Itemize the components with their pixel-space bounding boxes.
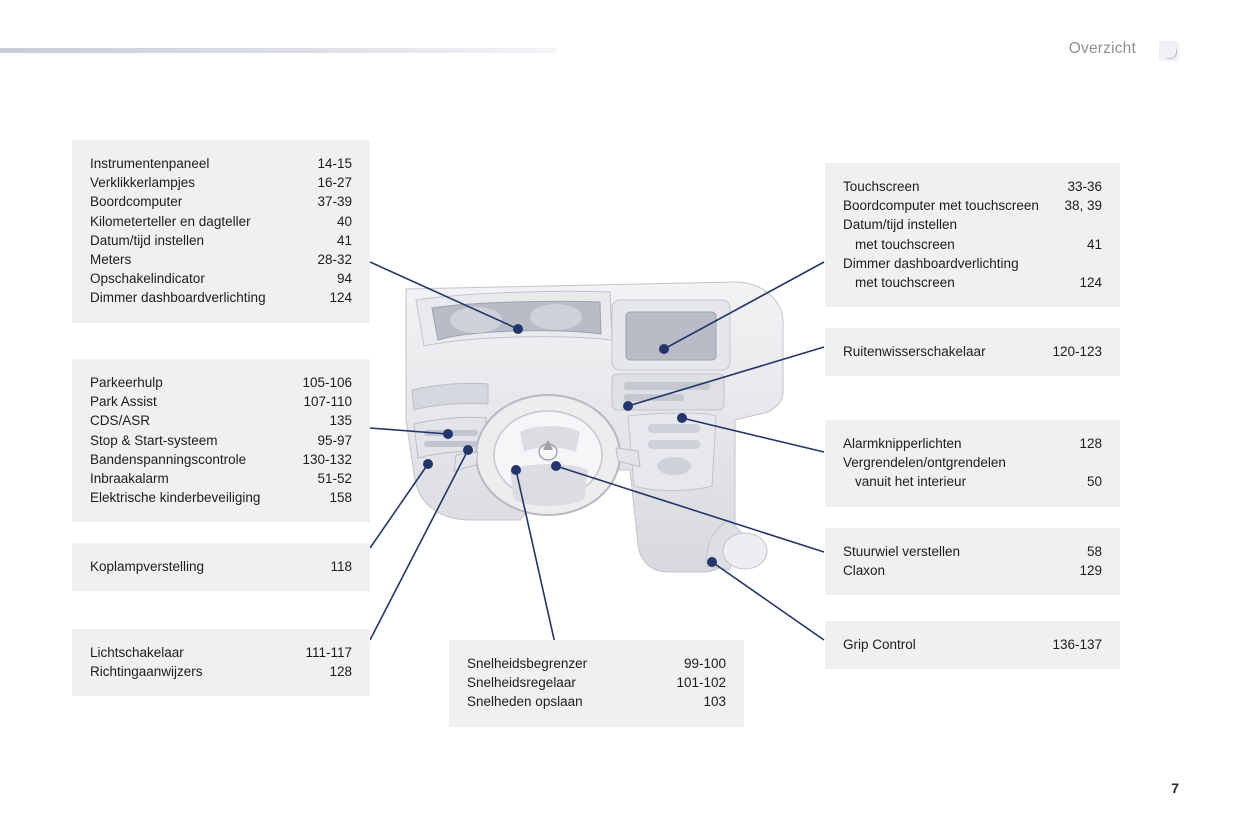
- entry-page: 41: [336, 232, 352, 248]
- list-item: [843, 215, 1102, 234]
- steering-wheel-box[interactable]: [825, 528, 1120, 595]
- headlamp-adjustment-box[interactable]: [72, 543, 370, 591]
- entry-label: met touchscreen: [855, 275, 955, 291]
- list-item: [90, 392, 352, 411]
- entry-page: 41: [1086, 236, 1102, 252]
- entry-label: Vergrendelen/ontgrendelen: [843, 455, 1006, 471]
- entry-page: 105-106: [302, 375, 352, 390]
- entry-label: vanuit het interieur: [855, 474, 967, 490]
- list-item: [843, 273, 1102, 292]
- list-item: [843, 342, 1102, 361]
- entry-page: 16-27: [317, 175, 352, 191]
- list-item: [467, 673, 726, 692]
- hazard-lights-box[interactable]: [825, 420, 1120, 507]
- entry-label: Kilometerteller en dagteller: [90, 213, 251, 229]
- entry-page: 95-97: [317, 432, 352, 448]
- list-item: [90, 373, 352, 392]
- entry-page: 51-52: [317, 471, 352, 487]
- entry-page: 118: [330, 559, 352, 574]
- list-item: [843, 177, 1102, 196]
- grip-control-box[interactable]: [825, 621, 1120, 669]
- entry-label: Dimmer dashboardverlichting: [90, 290, 266, 306]
- list-item: [843, 254, 1102, 273]
- entry-page: 58: [1086, 544, 1102, 559]
- entry-label: Grip Control: [843, 637, 916, 652]
- entry-label: Snelheidsregelaar: [467, 675, 576, 691]
- entry-page: 33-36: [1067, 179, 1102, 194]
- list-item: [90, 173, 352, 192]
- entry-page: 38, 39: [1064, 198, 1102, 214]
- list-item: [90, 192, 352, 211]
- entry-page: 99-100: [683, 656, 726, 671]
- entry-page: 124: [329, 290, 352, 306]
- wiper-switch-box[interactable]: [825, 328, 1120, 376]
- entry-label: Bandenspanningscontrole: [90, 451, 247, 467]
- entry-page: 94: [336, 271, 352, 287]
- list-item: [843, 542, 1102, 561]
- speed-limiter-box[interactable]: [449, 640, 744, 727]
- list-item: [90, 411, 352, 430]
- entry-label: Datum/tijd instellen: [843, 217, 958, 233]
- driver-assistance-box[interactable]: [72, 359, 370, 522]
- list-item: [90, 269, 352, 288]
- list-item: [843, 434, 1102, 453]
- list-item: [467, 692, 726, 711]
- list-item: [90, 431, 352, 450]
- entry-page: 111-117: [305, 645, 352, 660]
- page-number: 7: [1171, 780, 1179, 796]
- entry-page: 136-137: [1052, 637, 1102, 652]
- entry-page: 129: [1079, 563, 1102, 579]
- list-item: [90, 250, 352, 269]
- list-item: [90, 450, 352, 469]
- entry-label: Opschakelindicator: [90, 271, 205, 287]
- entry-page: 120-123: [1052, 344, 1102, 359]
- list-item: [90, 488, 352, 507]
- entry-page: 50: [1086, 474, 1102, 490]
- entry-page: 103: [703, 694, 726, 710]
- entry-label: Parkeerhulp: [90, 375, 163, 390]
- entry-page: 135: [329, 413, 352, 429]
- touchscreen-box[interactable]: [825, 163, 1120, 307]
- list-item: [90, 212, 352, 231]
- page-title: Overzicht: [1068, 40, 1136, 57]
- entry-label: Meters: [90, 252, 132, 268]
- list-item: [843, 561, 1102, 580]
- list-item: [90, 643, 352, 662]
- entry-label: met touchscreen: [855, 236, 955, 252]
- entry-page: 101-102: [676, 675, 726, 691]
- entry-label: Snelheidsbegrenzer: [467, 656, 588, 671]
- list-item: [843, 235, 1102, 254]
- list-item: [843, 472, 1102, 491]
- entry-label: Dimmer dashboardverlichting: [843, 255, 1019, 271]
- entry-page: 124: [1079, 275, 1102, 291]
- entry-label: CDS/ASR: [90, 413, 151, 429]
- list-item: [90, 288, 352, 307]
- page-corner-icon: [1159, 41, 1179, 61]
- entry-label: Verklikkerlampjes: [90, 175, 196, 191]
- entry-page: 128: [1079, 436, 1102, 451]
- entry-label: Boordcomputer met touchscreen: [843, 198, 1039, 214]
- list-item: [843, 196, 1102, 215]
- entry-page: 158: [329, 490, 352, 506]
- entry-page: 40: [336, 213, 352, 229]
- entry-label: Koplampverstelling: [90, 559, 205, 574]
- entry-label: Snelheden opslaan: [467, 694, 583, 710]
- list-item: [843, 453, 1102, 472]
- instrument-panel-box[interactable]: [72, 140, 370, 323]
- header-rule: [0, 48, 556, 53]
- list-item: [90, 469, 352, 488]
- list-item: [843, 635, 1102, 654]
- light-switch-box[interactable]: [72, 629, 370, 696]
- entry-label: Park Assist: [90, 394, 157, 410]
- entry-label: Instrumentenpaneel: [90, 156, 210, 171]
- entry-page: 28-32: [317, 252, 352, 268]
- entry-label: Alarmknipperlichten: [843, 436, 962, 451]
- list-item: [90, 662, 352, 681]
- entry-label: Inbraakalarm: [90, 471, 169, 487]
- entry-label: Datum/tijd instellen: [90, 232, 205, 248]
- list-item: [90, 557, 352, 576]
- entry-label: Elektrische kinderbeveiliging: [90, 490, 261, 506]
- entry-label: Touchscreen: [843, 179, 920, 194]
- entry-label: Richtingaanwijzers: [90, 664, 203, 680]
- entry-page: 128: [329, 664, 352, 680]
- entry-page: 14-15: [317, 156, 352, 171]
- list-item: [467, 654, 726, 673]
- entry-page: 37-39: [317, 194, 352, 210]
- list-item: [90, 231, 352, 250]
- entry-page: 130-132: [302, 451, 352, 467]
- entry-label: Claxon: [843, 563, 886, 579]
- entry-label: Ruitenwisserschakelaar: [843, 344, 986, 359]
- entry-page: 107-110: [303, 394, 352, 410]
- entry-label: Lichtschakelaar: [90, 645, 184, 660]
- entry-label: Stop & Start-systeem: [90, 432, 218, 448]
- entry-label: Boordcomputer: [90, 194, 183, 210]
- entry-label: Stuurwiel verstellen: [843, 544, 961, 559]
- list-item: [90, 154, 352, 173]
